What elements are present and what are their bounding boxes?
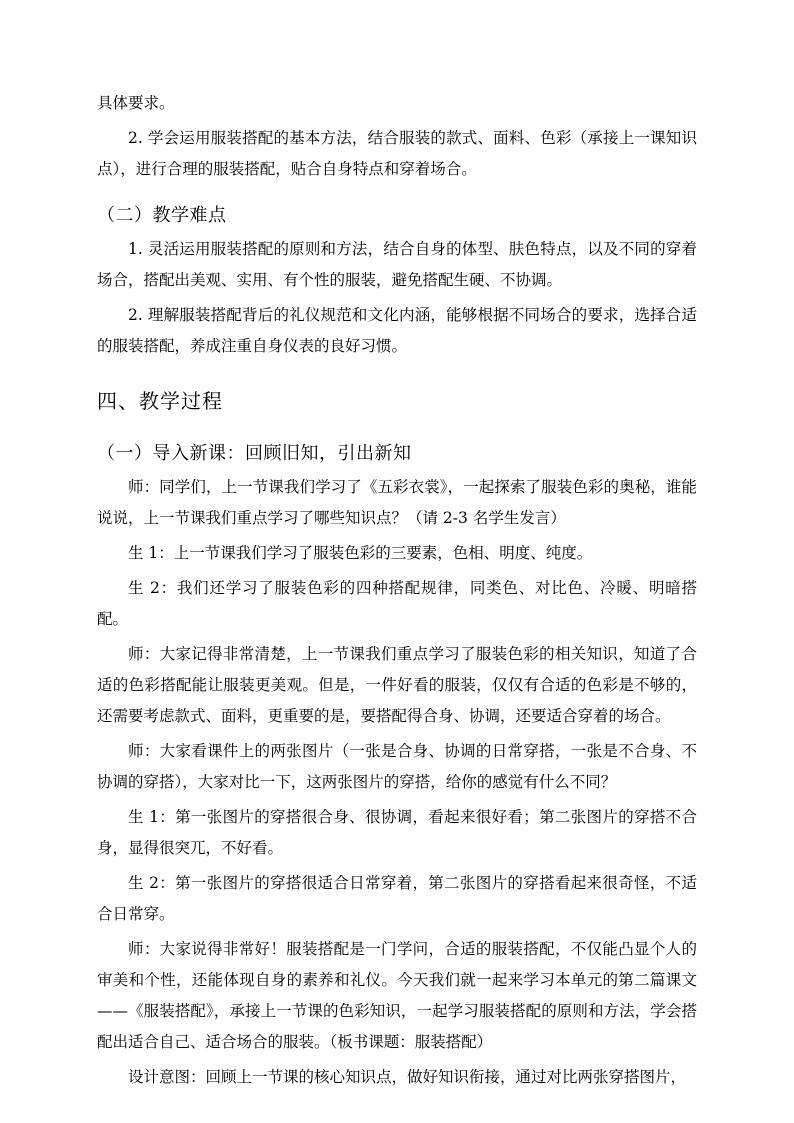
- paragraph-teacher-1: 师：同学们，上一节课我们学习了《五彩衣裳》，一起探索了服装色彩的奥秘，谁能说说，上一节课我们重点学习了哪些知识点？（请 2-3 名学生发言）: [97, 478, 697, 527]
- paragraph-design-intent: 设计意图：回顾上一节课的核心知识点，做好知识衔接，通过对比两张穿搭图片，: [128, 1068, 687, 1086]
- heading-teaching-difficulties: （二）教学难点: [97, 205, 227, 226]
- paragraph-student-1a: 生 1：上一节课我们学习了服装色彩的三要素，色相、明度、纯度。: [128, 544, 593, 562]
- paragraph-teacher-2: 师：大家记得非常清楚，上一节课我们重点学习了服装色彩的相关知识，知道了合适的色彩搭配能让服装更美观。但是，一件好看的服装，仅仅有合适的色彩是不够的，还需要考虑款式、面料，更重要的是，要搭配得合身、协调，还要适合穿着的场合。: [97, 645, 697, 725]
- heading-teaching-process: 四、教学过程: [97, 389, 223, 413]
- paragraph-goal-2: 2. 学会运用服装搭配的基本方法，结合服装的款式、面料、色彩（承接上一课知识点），进行合理的服装搭配，贴合自身特点和穿着场合。: [97, 129, 697, 178]
- paragraph-difficulty-2: 2. 理解服装搭配背后的礼仪规范和文化内涵，能够根据不同场合的要求，选择合适的服装搭配，养成注重自身仪表的良好习惯。: [97, 306, 697, 355]
- paragraph-continuation: 具体要求。: [97, 94, 175, 112]
- document-page: [97, 88, 697, 1093]
- paragraph-student-2b: 生 2：第一张图片的穿搭很适合日常穿着，第二张图片的穿搭看起来很奇怪，不适合日常穿。: [97, 874, 697, 923]
- paragraph-teacher-3: 师：大家看课件上的两张图片（一张是合身、协调的日常穿搭，一张是不合身、不协调的穿搭），大家对比一下，这两张图片的穿搭，给你的感觉有什么不同？: [97, 742, 697, 791]
- paragraph-difficulty-1: 1. 灵活运用服装搭配的原则和方法，结合自身的体型、肤色特点，以及不同的穿着场合，搭配出美观、实用、有个性的服装，避免搭配生硬、不协调。: [97, 240, 697, 289]
- paragraph-student-1b: 生 1：第一张图片的穿搭很合身、很协调，看起来很好看；第二张图片的穿搭不合身，显得很突兀，不好看。: [97, 808, 697, 857]
- heading-intro-lesson: （一）导入新课：回顾旧知，引出新知: [97, 443, 412, 464]
- paragraph-teacher-4: 师：大家说得非常好！服装搭配是一门学问，合适的服装搭配，不仅能凸显个人的审美和个性，还能体现自身的素养和礼仪。今天我们就一起来学习本单元的第二篇课文——《服装搭配》，承接上一节课的色彩知识，一起学习服装搭配的原则和方法，学会搭配出适合自己、适合场合的服装。（板书课题：服装搭配）: [97, 940, 697, 1051]
- paragraph-student-2a: 生 2：我们还学习了服装色彩的四种搭配规律，同类色、对比色、冷暖、明暗搭配。: [97, 579, 697, 628]
